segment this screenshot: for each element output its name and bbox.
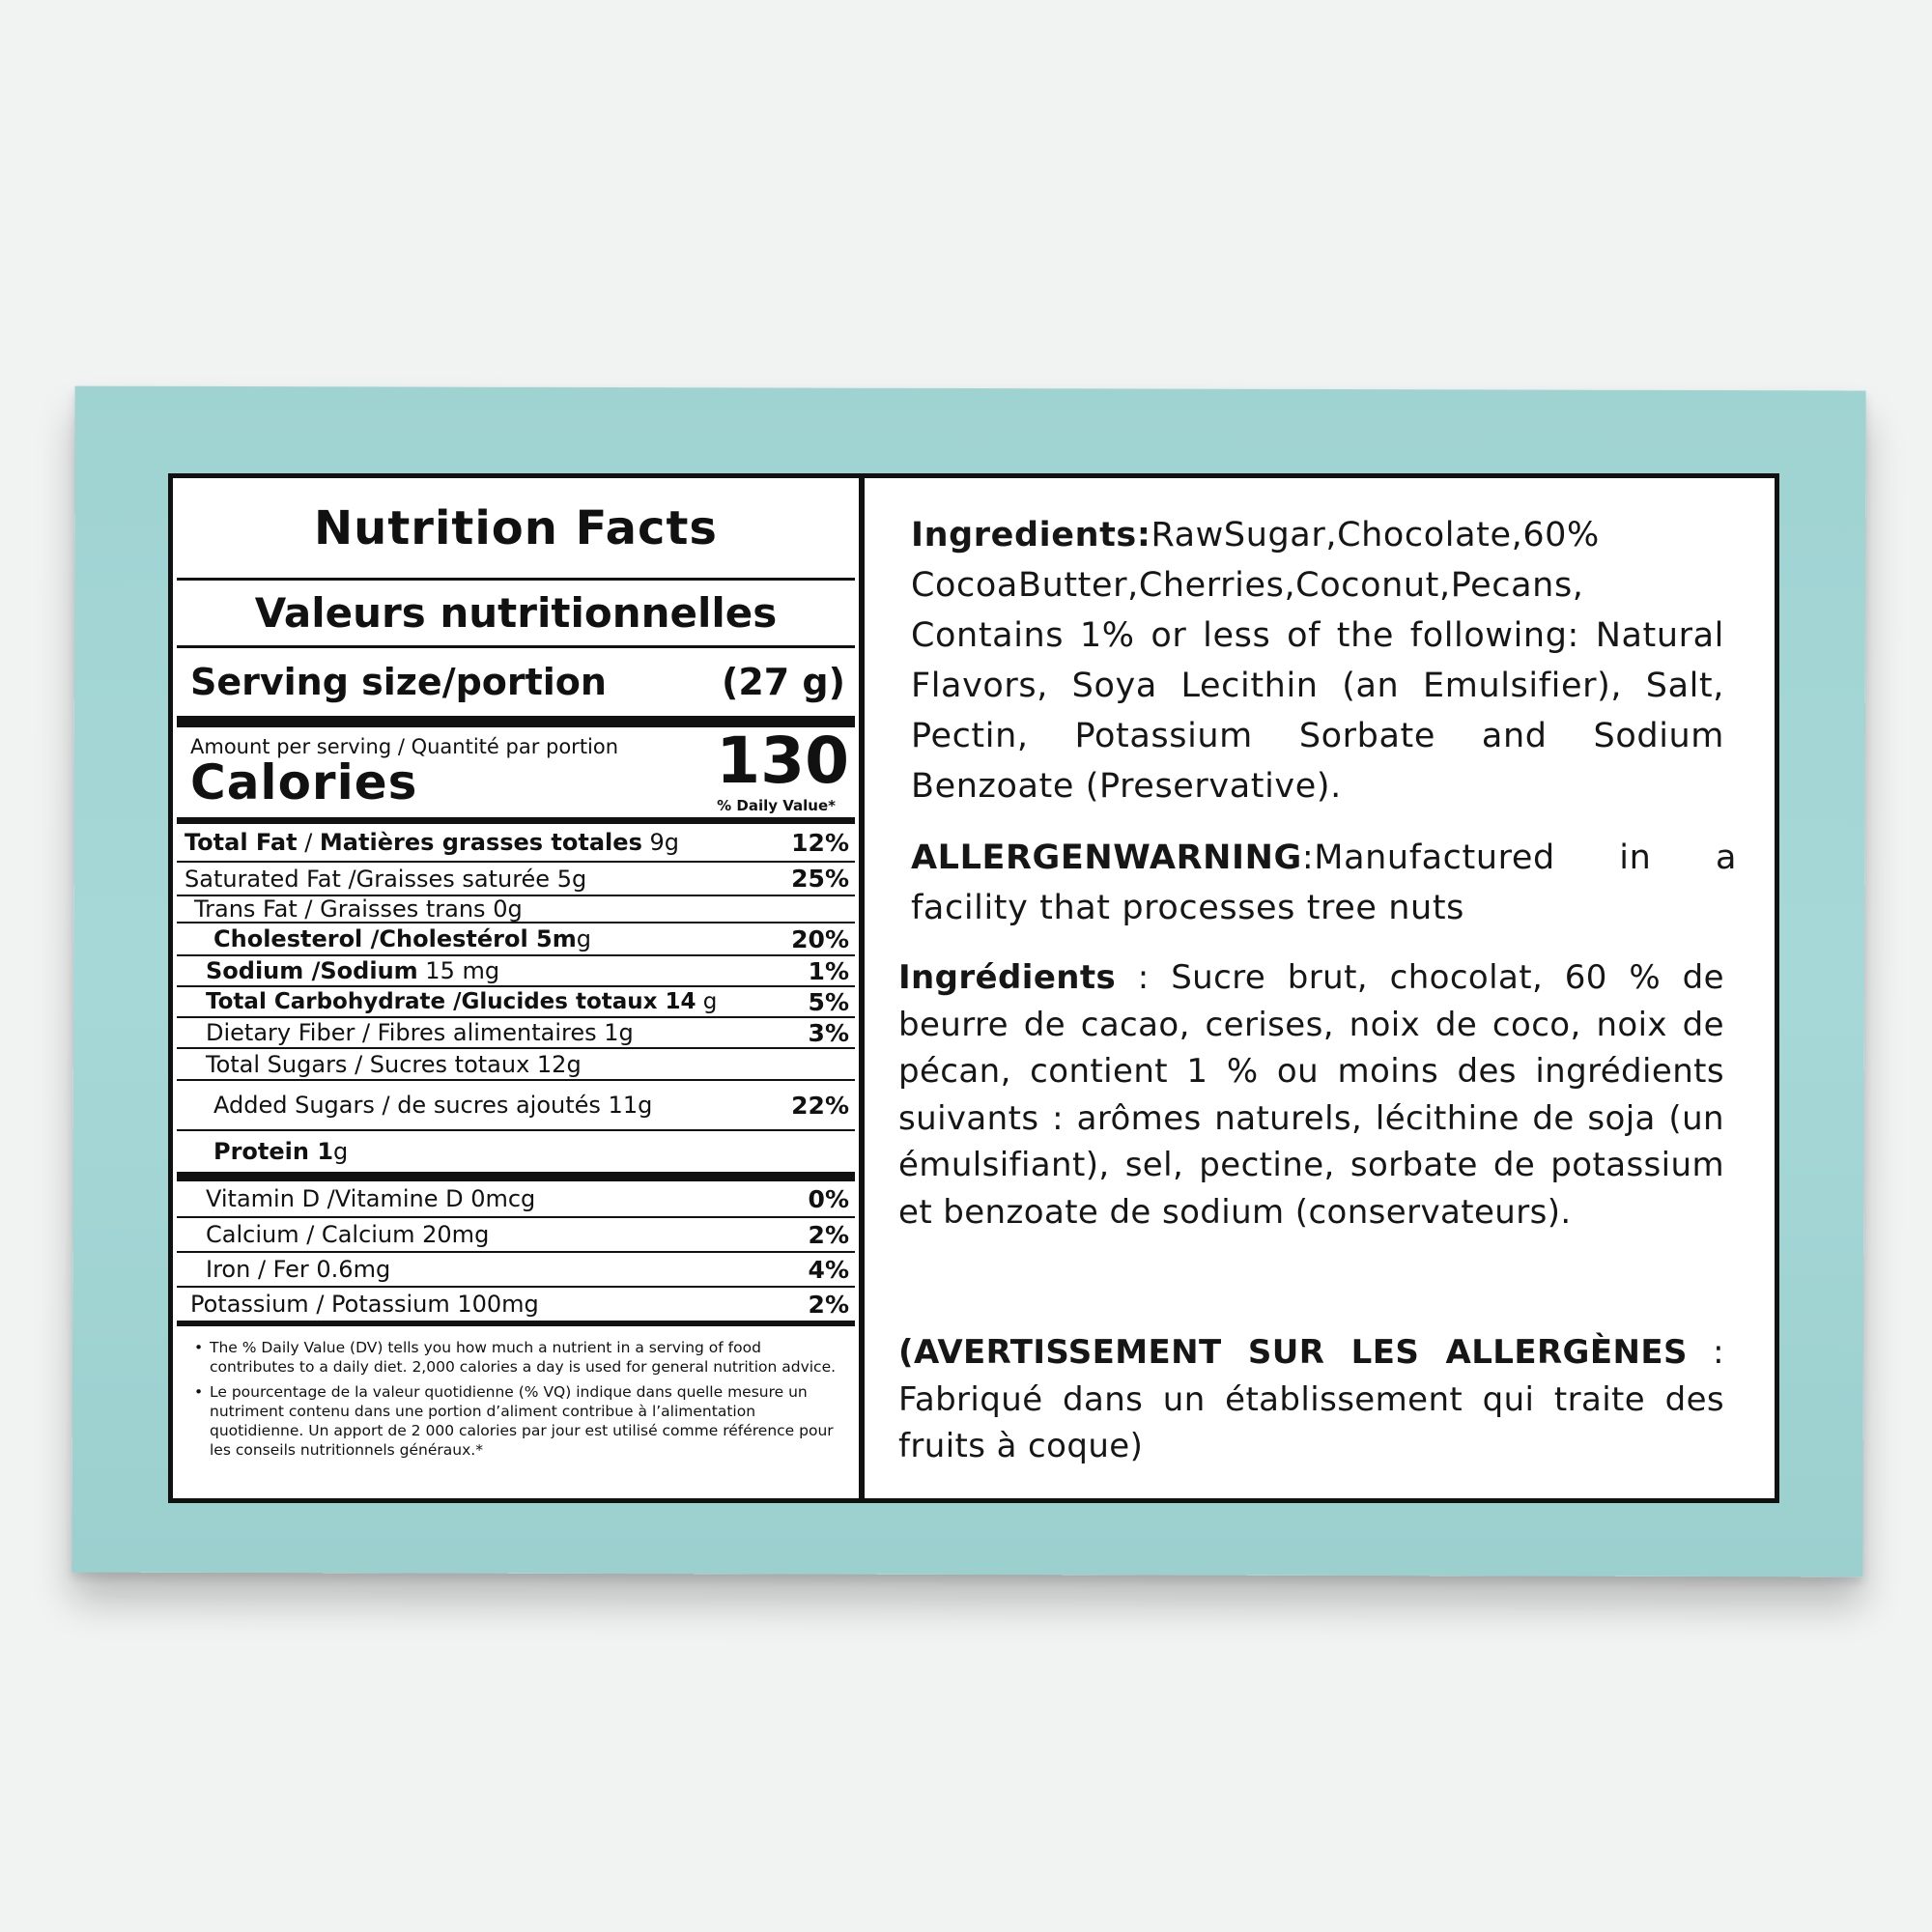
nutrient-pct: 2% — [808, 1290, 849, 1319]
ingredients-fr-text: : Sucre brut, chocolat, 60 % de beurre de cacao, cerises, noix de coco, noix de pécan, contient 1 % ou moins des ingrédients suivants : arômes naturels, lécithine de soja (un émulsifiant), sel, pectine, sorbate de potassium et benzoate de sodium (conservateurs). — [898, 958, 1724, 1232]
nutrient-row-carbohydrate — [177, 987, 855, 1018]
nutrient-pct: 0% — [808, 1184, 849, 1213]
serving-label: Serving size/portion — [190, 661, 607, 703]
ingredients-fr-block — [898, 954, 1724, 1236]
nutrient-pct: 1% — [808, 956, 849, 985]
nutrient-name: Total Sugars / Sucres totaux 12g — [206, 1050, 582, 1078]
nutrient-name: Calcium / Calcium 20mg — [206, 1221, 490, 1248]
allergen-fr-block — [898, 1329, 1724, 1470]
allergen-en-text: :Manufactured in a facility that processes tree nuts — [911, 838, 1737, 927]
nutrient-sep: / — [297, 829, 320, 856]
nutrient-pct: 5% — [808, 987, 849, 1016]
allergen-en-block — [911, 833, 1737, 933]
nutrition-title-fr: Valeurs nutritionnelles — [177, 581, 855, 648]
nutrient-pct: 20% — [791, 924, 849, 953]
ingredients-en-text: RawSugar,Chocolate,60% CocoaButter,Cherries,Coconut,Pecans, Contains 1% or less of the following: Natural Flavors, Soya Lecithin (an Emulsifier), Salt, Pectin, Potassium Sorbate and Sodium Benzoate (Preservative). — [911, 516, 1724, 806]
footnote-fr: • Le pourcentage de la valeur quotidienne (% VQ) indique dans quelle mesure un nutriment contenu dans une portion d’aliment contribue à l’alimentation quotidienne. Un apport de 2 000 calories par jour est utilisé comme référence pour les conseils nutritionnels généraux.* — [192, 1382, 839, 1460]
nutrient-row-iron — [177, 1253, 855, 1288]
nutrient-unit: g — [696, 989, 718, 1014]
nutrient-pct: 12% — [791, 828, 849, 857]
nutrient-name: Added Sugars / de sucres ajoutés 11g — [213, 1092, 653, 1119]
nutrient-name: Vitamin D /Vitamine D 0mcg — [206, 1185, 536, 1212]
nutrient-name: Protein 1 — [213, 1138, 334, 1165]
serving-size-row — [177, 648, 855, 727]
nutrient-row-sodium — [177, 956, 855, 987]
nutrient-row-potassium — [177, 1288, 855, 1326]
nutrition-footnotes — [177, 1326, 855, 1460]
nutrient-name: Iron / Fer 0.6mg — [206, 1256, 391, 1283]
footnote-en: • The % Daily Value (DV) tells you how much a nutrient in a serving of food contributes to a daily diet. 2,000 calories a day is used for general nutrition advice. — [192, 1338, 839, 1377]
nutrient-row-dietary-fiber — [177, 1018, 855, 1049]
nutrient-name: Potassium / Potassium 100mg — [190, 1291, 539, 1318]
allergen-fr-label: (AVERTISSEMENT SUR LES ALLERGÈNES — [898, 1333, 1688, 1372]
nutrition-title: Nutrition Facts — [177, 478, 855, 581]
nutrient-name: Dietary Fiber / Fibres alimentaires 1g — [206, 1019, 634, 1046]
nutrient-row-vitamin-d — [177, 1181, 855, 1218]
nutrient-row-protein — [177, 1131, 855, 1181]
nutrient-name: Saturated Fat /Graisses saturée 5g — [185, 865, 587, 893]
nutrient-row-total-fat — [177, 824, 855, 863]
nutrient-unit: g — [333, 1138, 349, 1165]
serving-value: (27 g) — [721, 661, 845, 703]
nutrient-pct: 3% — [808, 1018, 849, 1047]
nutrient-name: Trans Fat / Graisses trans 0g — [194, 895, 523, 923]
calories-value: 130 — [716, 724, 849, 798]
nutrient-pct: 2% — [808, 1220, 849, 1249]
nutrient-name-fr: Matières grasses totales — [319, 829, 642, 856]
nutrient-row-total-sugars — [177, 1049, 855, 1081]
ingredients-en-block — [911, 510, 1724, 811]
nutrient-name: Total Carbohydrate /Glucides totaux 14 — [206, 989, 696, 1014]
allergen-fr-text: : Fabriqué dans un établissement qui traite des fruits à coque) — [898, 1333, 1724, 1465]
nutrient-row-calcium — [177, 1218, 855, 1253]
nutrient-row-saturated-fat — [177, 863, 855, 896]
nutrient-name: Cholesterol /Cholestérol 5m — [213, 925, 577, 952]
nutrient-name: Total Fat — [185, 829, 298, 856]
ingredients-fr-label: Ingrédients — [898, 958, 1117, 997]
nutrient-row-added-sugars — [177, 1081, 855, 1131]
nutrient-amount: 15 mg — [417, 957, 500, 984]
nutrient-amount: 9g — [641, 829, 679, 856]
nutrient-pct: 25% — [791, 865, 849, 893]
nutrient-unit: g — [576, 925, 591, 952]
nutrient-name: Sodium /Sodium — [206, 957, 418, 984]
ingredients-en-label: Ingredients: — [911, 516, 1151, 554]
daily-value-header: % Daily Value* — [717, 797, 836, 814]
nutrient-pct: 4% — [808, 1255, 849, 1284]
nutrient-row-cholesterol — [177, 923, 855, 956]
calories-block — [177, 724, 855, 824]
amount-per-serving: Amount per serving / Quantité par portion — [190, 735, 619, 758]
nutrient-row-trans-fat — [177, 896, 855, 923]
nutrient-pct: 22% — [791, 1091, 849, 1120]
nutrition-facts-panel — [173, 478, 859, 1498]
allergen-en-label: ALLERGENWARNING — [911, 838, 1302, 877]
calories-label: Calories — [190, 754, 418, 810]
